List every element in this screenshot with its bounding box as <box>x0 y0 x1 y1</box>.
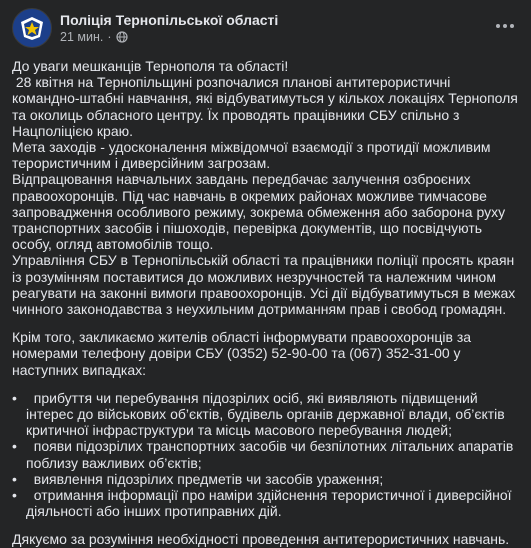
more-options-icon[interactable] <box>491 12 519 40</box>
list-item <box>12 438 519 470</box>
post-subline <box>60 29 278 45</box>
page-name-link[interactable]: Поліція Тернопільської області <box>60 12 279 28</box>
post-text <box>12 58 522 548</box>
globe-icon[interactable] <box>116 31 128 43</box>
list-item <box>12 487 519 519</box>
bullet-mark: • <box>12 389 17 406</box>
separator-dot: · <box>107 30 112 44</box>
bullet-mark: • <box>12 487 17 504</box>
dots-icon <box>495 23 515 29</box>
list-item-text: отримання інформації про наміри здійснення терористичної і диверсійної діяльності або інших протиправних дій. <box>26 487 516 520</box>
list-item-text: прибуття чи перебування підозрілих осіб, які виявляють підвищений інтерес до військових об’єктів, будівель органів державної влади, об’єктів критичної інфраструктури та місць масового перебування людей; <box>26 389 509 439</box>
post-paragraph: Управління СБУ в Тернопільській області та працівники поліції просять краян із розумінням поставитися до можливих незручностей та належним чином реагувати на законні вимоги правоохоронців. Усі дії відбуватимуться в межах чинного законодавства з неухильним дотриманням прав і свобод громадян. <box>12 252 520 318</box>
list-item-text: виявлення підозрілих предметів чи засобів ураження; <box>26 470 384 487</box>
bullet-mark: • <box>12 438 17 455</box>
post-meta <box>60 11 278 45</box>
post-paragraph: Мета заходів - удосконалення міжвідомчої взаємодії з протидії можливим терористичним і диверсійним загрозам. <box>12 139 495 172</box>
post-paragraph-closing: Дякуємо за розуміння необхідності проведення антитерористичних навчань. <box>12 531 510 548</box>
post-paragraph: До уваги мешканців Тернополя та області! <box>12 58 289 74</box>
post-header <box>12 8 519 48</box>
list-item <box>12 471 519 487</box>
post-paragraph: Відпрацювання навчальних завдань передбачає залучення озброєних правоохоронців. Під час навчань в окремих районах можливе тимчасове запровадження особливого режиму, зокрема обмеження або заборона руху транспортних засобів і пішоходів, перевірка документів, що посвідчують особу, огляд автомобілів тощо. <box>12 171 509 253</box>
bullet-mark: • <box>12 470 17 487</box>
list-item <box>12 390 519 439</box>
police-badge-icon <box>19 15 45 41</box>
post-timestamp[interactable]: 21 мин. <box>60 30 104 44</box>
post-paragraph-appeal: Крім того, закликаємо жителів області інформувати правоохоронців за номерами телефону довіри СБУ (0352) 52-90-00 та (067) 352-31-00 у наступних випадках: <box>12 329 475 378</box>
list-item-text: появи підозрілих транспортних засобів чи безпілотних літальних апаратів поблизу важливих об’єктів; <box>26 438 518 471</box>
post-paragraph: 28 квітня на Тернопільщині розпочалися планові антитерористичні командно-штабні навчання, які відбуватимуться у кількох локаціях Тернополя та околиць обласного центру. Їх проводять працівники СБУ спільно з Нацполіцією краю. <box>12 74 522 139</box>
page-avatar[interactable] <box>12 8 52 48</box>
